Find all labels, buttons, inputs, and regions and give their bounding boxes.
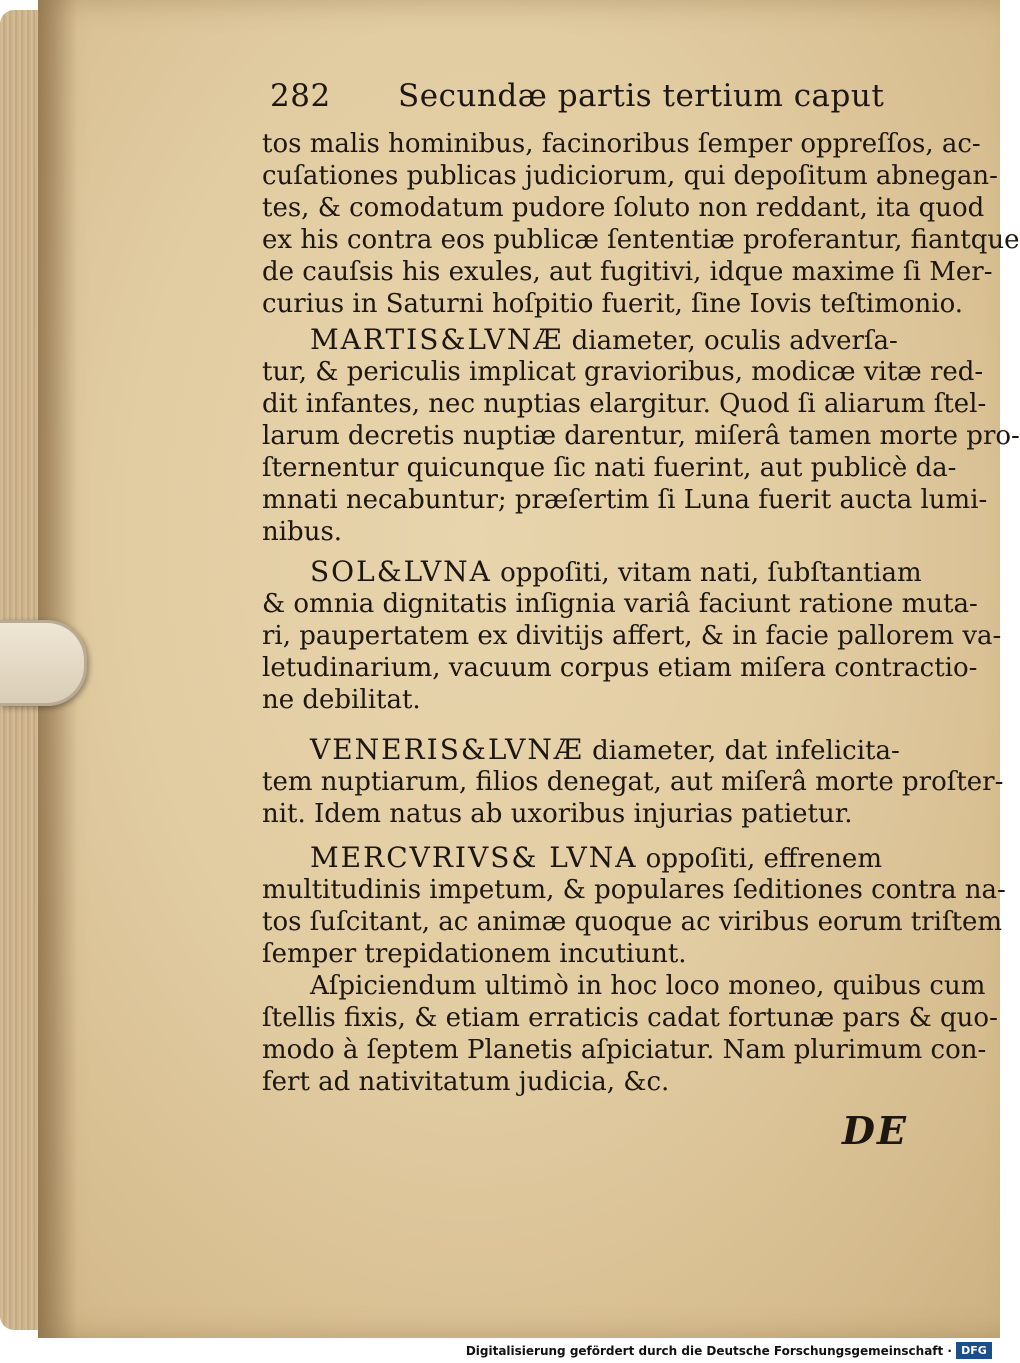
text-line: larum decretis nuptiæ darentur, miſerâ tamen morte pro- <box>262 421 1020 451</box>
lead-caps: VENERIS&LVNÆ <box>310 733 584 766</box>
paragraph-3 <box>262 555 1002 716</box>
text-line: ri, paupertatem ex divitijs affert, & in facie pallorem va- <box>262 621 1002 651</box>
text-line: letudinarium, vacuum corpus etiam miſera contractio- <box>262 653 978 683</box>
running-title: Secundæ partis tertium caput <box>398 78 885 114</box>
text-run: diameter, dat infelicita- <box>583 736 900 766</box>
text-line: de cauſsis his exules, aut fugitivi, idque maxime ſi Mer- <box>262 257 993 287</box>
page-clip <box>0 620 87 706</box>
text-line: tos ſuſcitant, ac animæ quoque ac viribus eorum triſtem <box>262 907 1003 937</box>
text-run: diameter, oculis adverſa- <box>563 326 898 356</box>
text-line: ſternentur quicunque ſic nati fuerint, aut publicè da- <box>262 453 957 483</box>
text-line: fert ad nativitatum judicia, &c. <box>262 1067 670 1097</box>
running-header <box>262 78 885 118</box>
text-run: oppoſiti, vitam nati, ſubſtantiam <box>491 558 922 588</box>
text-line: nibus. <box>262 517 343 547</box>
paragraph-6 <box>262 970 998 1098</box>
lead-caps: MARTIS&LVNÆ <box>310 323 564 356</box>
lead-caps: MERCVRIVS& LVNA <box>310 841 638 874</box>
funding-credit: Digitalisierung gefördert durch die Deutsche Forschungsgemeinschaft · <box>465 1344 952 1358</box>
text-line: tos malis hominibus, facinoribus ſemper oppreſſos, ac- <box>262 129 981 159</box>
text-line: Aſpiciendum ultimò in hoc loco moneo, quibus cum <box>310 971 986 1001</box>
lead-caps: SOL&LVNA <box>310 555 492 588</box>
text-line: & omnia dignitatis inſignia variâ faciunt ratione muta- <box>262 589 978 619</box>
text-line: multitudinis impetum, & populares ſeditiones contra na- <box>262 875 1006 905</box>
paragraph-4 <box>262 733 1004 830</box>
text-line: modo à ſeptem Planetis aſpiciatur. Nam plurimum con- <box>262 1035 987 1065</box>
text-line: tur, & periculis implicat gravioribus, modicæ vitæ red- <box>262 357 984 387</box>
paragraph-5 <box>262 841 1006 970</box>
text-run: oppoſiti, effrenem <box>637 844 882 874</box>
text-line: tem nuptiarum, filios denegat, aut miſerâ morte proſter- <box>262 767 1004 797</box>
text-line: ne debilitat. <box>262 685 421 715</box>
text-line <box>262 324 922 356</box>
text-line <box>262 842 922 874</box>
dfg-logo-icon: DFG <box>956 1342 992 1359</box>
text-line: cuſationes publicas judiciorum, qui depoſitum abnegan- <box>262 161 998 191</box>
text-line: ſemper trepidationem incutiunt. <box>262 939 687 969</box>
text-line: tes, & comodatum pudore ſoluto non reddant, ita quod <box>262 193 985 223</box>
text-line: dit infantes, nec nuptias elargitur. Quod ſi aliarum ſtel- <box>262 389 987 419</box>
text-line: ex his contra eos publicæ ſententiæ proferantur, fiantque <box>262 225 1020 255</box>
text-line <box>262 734 922 766</box>
text-line: ſtellis fixis, & etiam erraticis cadat fortunæ pars & quo- <box>262 1003 998 1033</box>
text-line <box>262 556 922 588</box>
text-line: nit. Idem natus ab uxoribus injurias patietur. <box>262 799 853 829</box>
digitization-footer <box>0 1340 1000 1363</box>
text-line: curius in Saturni hoſpitio fuerit, ſine Iovis teſtimonio. <box>262 289 964 319</box>
paragraph-1 <box>262 128 1020 320</box>
page-number: 282 <box>270 78 331 114</box>
text-line: mnati necabuntur; præſertim ſi Luna fuerit aucta lumi- <box>262 485 988 515</box>
paragraph-2 <box>262 323 1020 548</box>
catchword: DE <box>842 1108 908 1153</box>
